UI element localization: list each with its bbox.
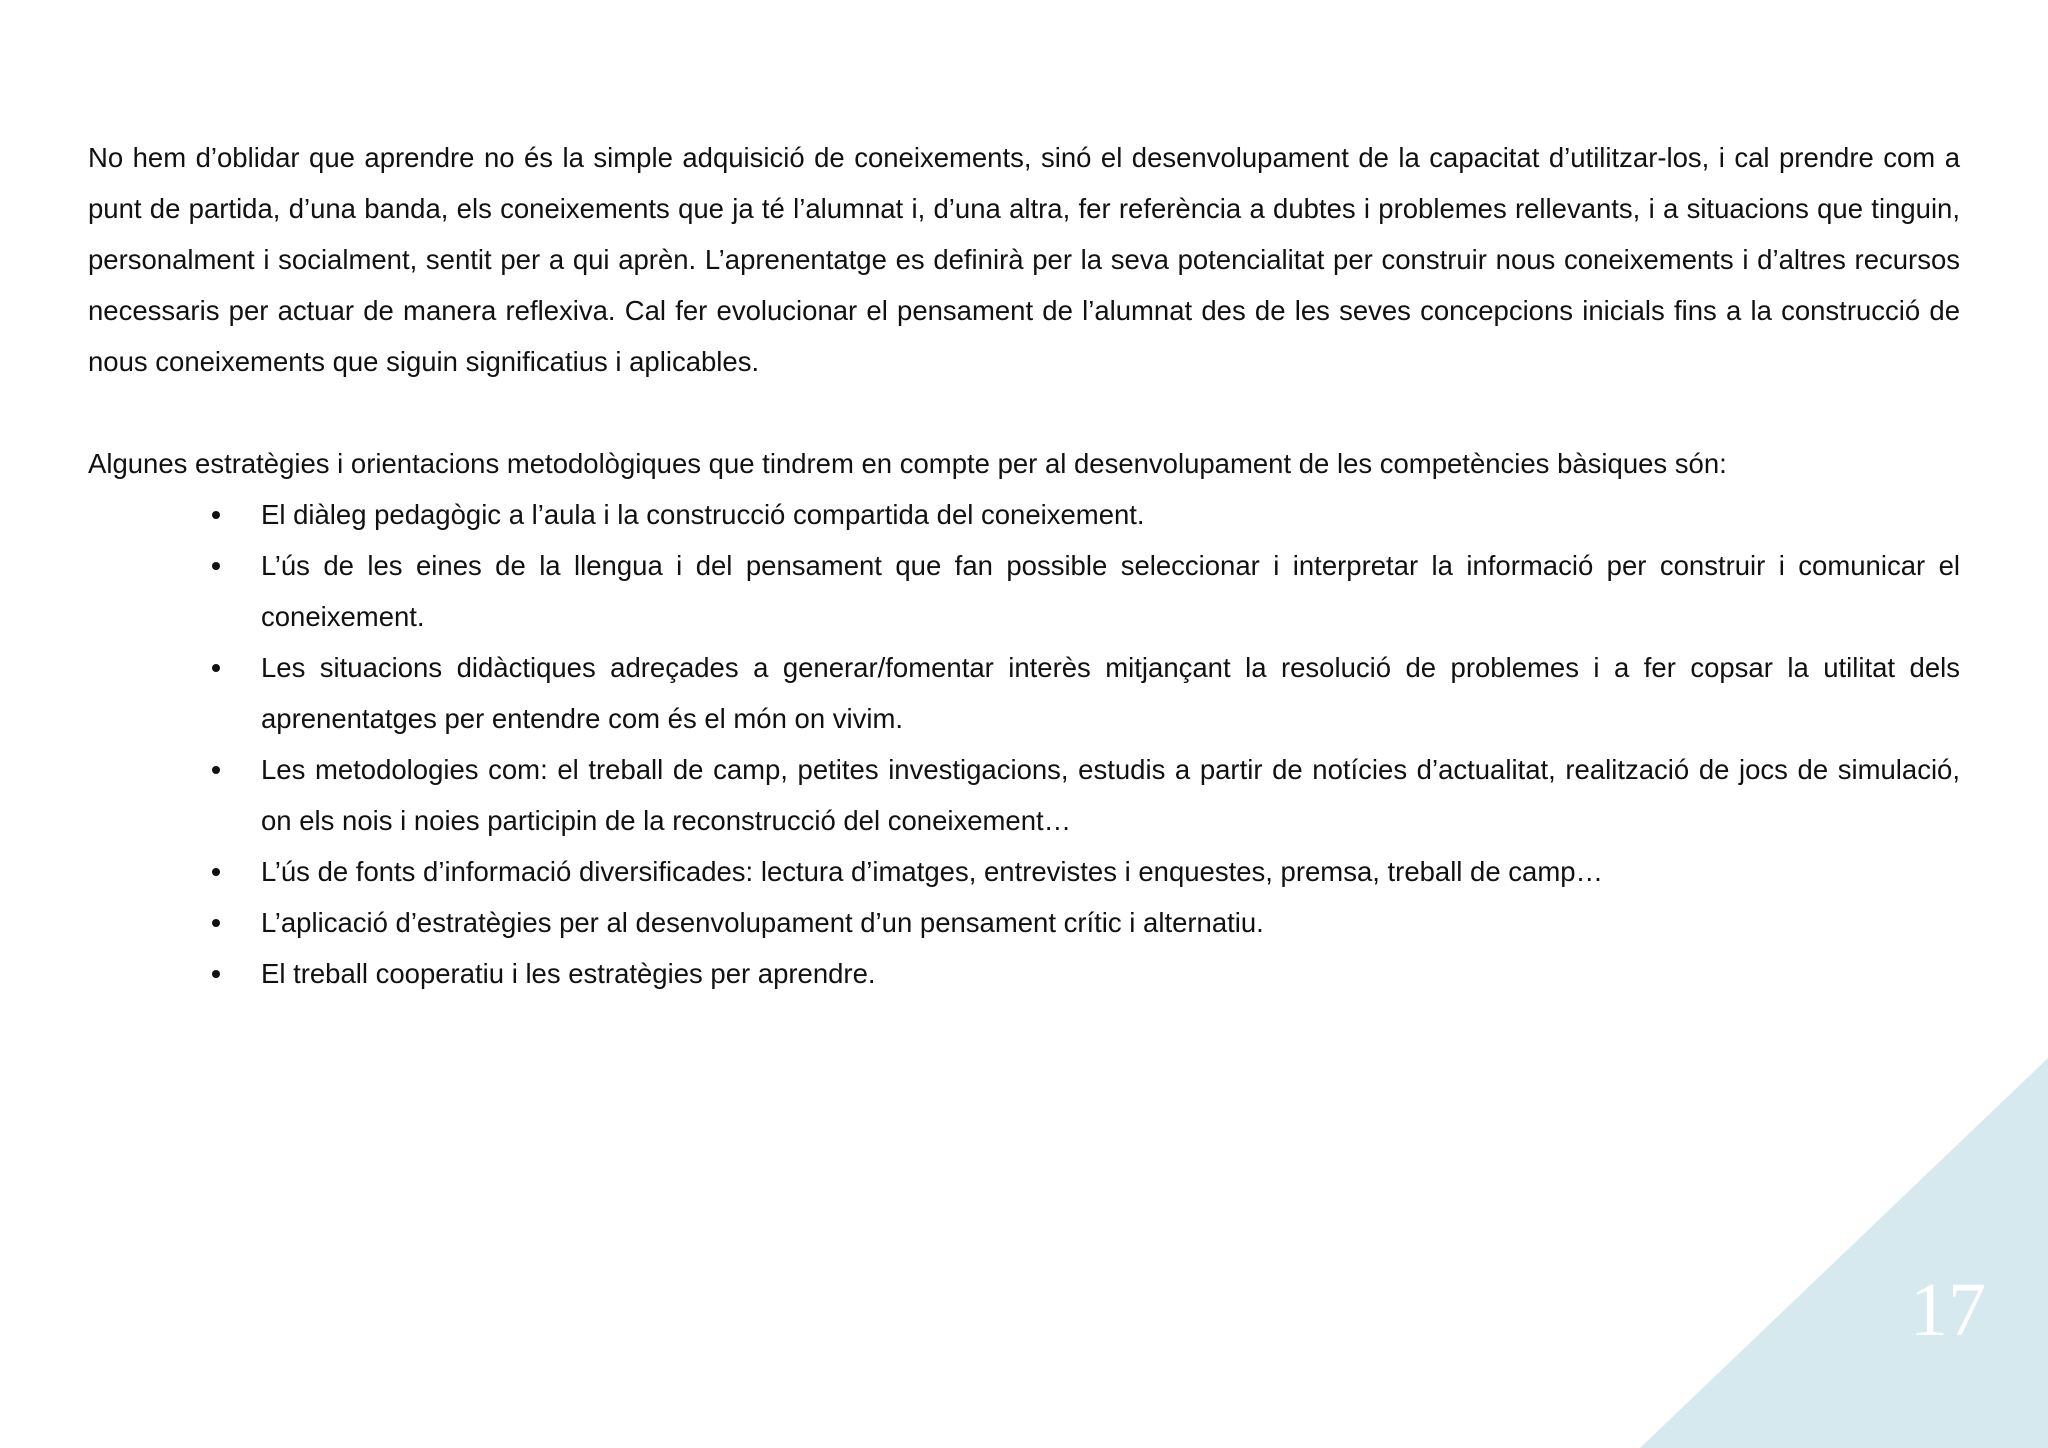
corner-triangle-fill	[1640, 1058, 2048, 1448]
list-item	[261, 846, 1960, 897]
list-item-text: Les situacions didàctiques adreçades a generar/fomentar interès mitjançant la resolució de problemes i a fer copsar la utilitat dels aprenentatges per entendre com és el món on vivim.	[261, 652, 1960, 734]
strategies-intro-paragraph: Algunes estratègies i orientacions metodològiques que tindrem en compte per al desenvolupament de les competències bàsiques són:	[88, 448, 1727, 479]
list-item	[261, 897, 1960, 948]
strategies-list	[88, 489, 1960, 999]
list-item-text: L’aplicació d’estratègies per al desenvolupament d’un pensament crític i alternatiu.	[261, 907, 1264, 938]
bullet-icon	[212, 868, 220, 876]
corner-triangle-shape	[1640, 1058, 2048, 1448]
list-item	[261, 489, 1960, 540]
bullet-icon	[212, 562, 220, 570]
intro-paragraph: No hem d’oblidar que aprendre no és la simple adquisició de coneixements, sinó el desenvolupament de la capacitat d’utilitzar-los, i cal prendre com a punt de partida, d’una banda, els coneixements que ja té l’alumnat i, d’una altra, fer referència a dubtes i problemes rellevants, i a situacions que tinguin, personalment i socialment, sentit per a qui aprèn. L’aprenentatge es definirà per la seva potencialitat per construir nous coneixements i d’altres recursos necessaris per actuar de manera reflexiva. Cal fer evolucionar el pensament de l’alumnat des de les seves concepcions inicials fins a la construcció de nous coneixements que siguin significatius i aplicables.	[88, 142, 1960, 377]
list-item-text: El treball cooperatiu i les estratègies per aprendre.	[261, 958, 876, 989]
page-content	[88, 132, 1960, 999]
bullet-icon	[212, 511, 220, 519]
list-item-text: L’ús de fonts d’informació diversificades: lectura d’imatges, entrevistes i enquestes, premsa, treball de camp…	[261, 856, 1604, 887]
list-item	[261, 642, 1960, 744]
corner-decoration	[1640, 1058, 2048, 1448]
bullet-icon	[212, 970, 220, 978]
bullet-icon	[212, 919, 220, 927]
bullet-icon	[212, 766, 220, 774]
list-item-text: L’ús de les eines de la llengua i del pensament que fan possible seleccionar i interpretar la informació per construir i comunicar el coneixement.	[261, 550, 1960, 632]
list-item	[261, 540, 1960, 642]
list-item-text: Les metodologies com: el treball de camp, petites investigacions, estudis a partir de notícies d’actualitat, realització de jocs de simulació, on els nois i noies participin de la reconstrucció del coneixement…	[261, 754, 1960, 836]
list-item-text: El diàleg pedagògic a l’aula i la construcció compartida del coneixement.	[261, 499, 1145, 530]
bullet-icon	[212, 664, 220, 672]
page-number: 17	[1910, 1268, 1986, 1352]
list-item	[261, 948, 1960, 999]
list-item	[261, 744, 1960, 846]
